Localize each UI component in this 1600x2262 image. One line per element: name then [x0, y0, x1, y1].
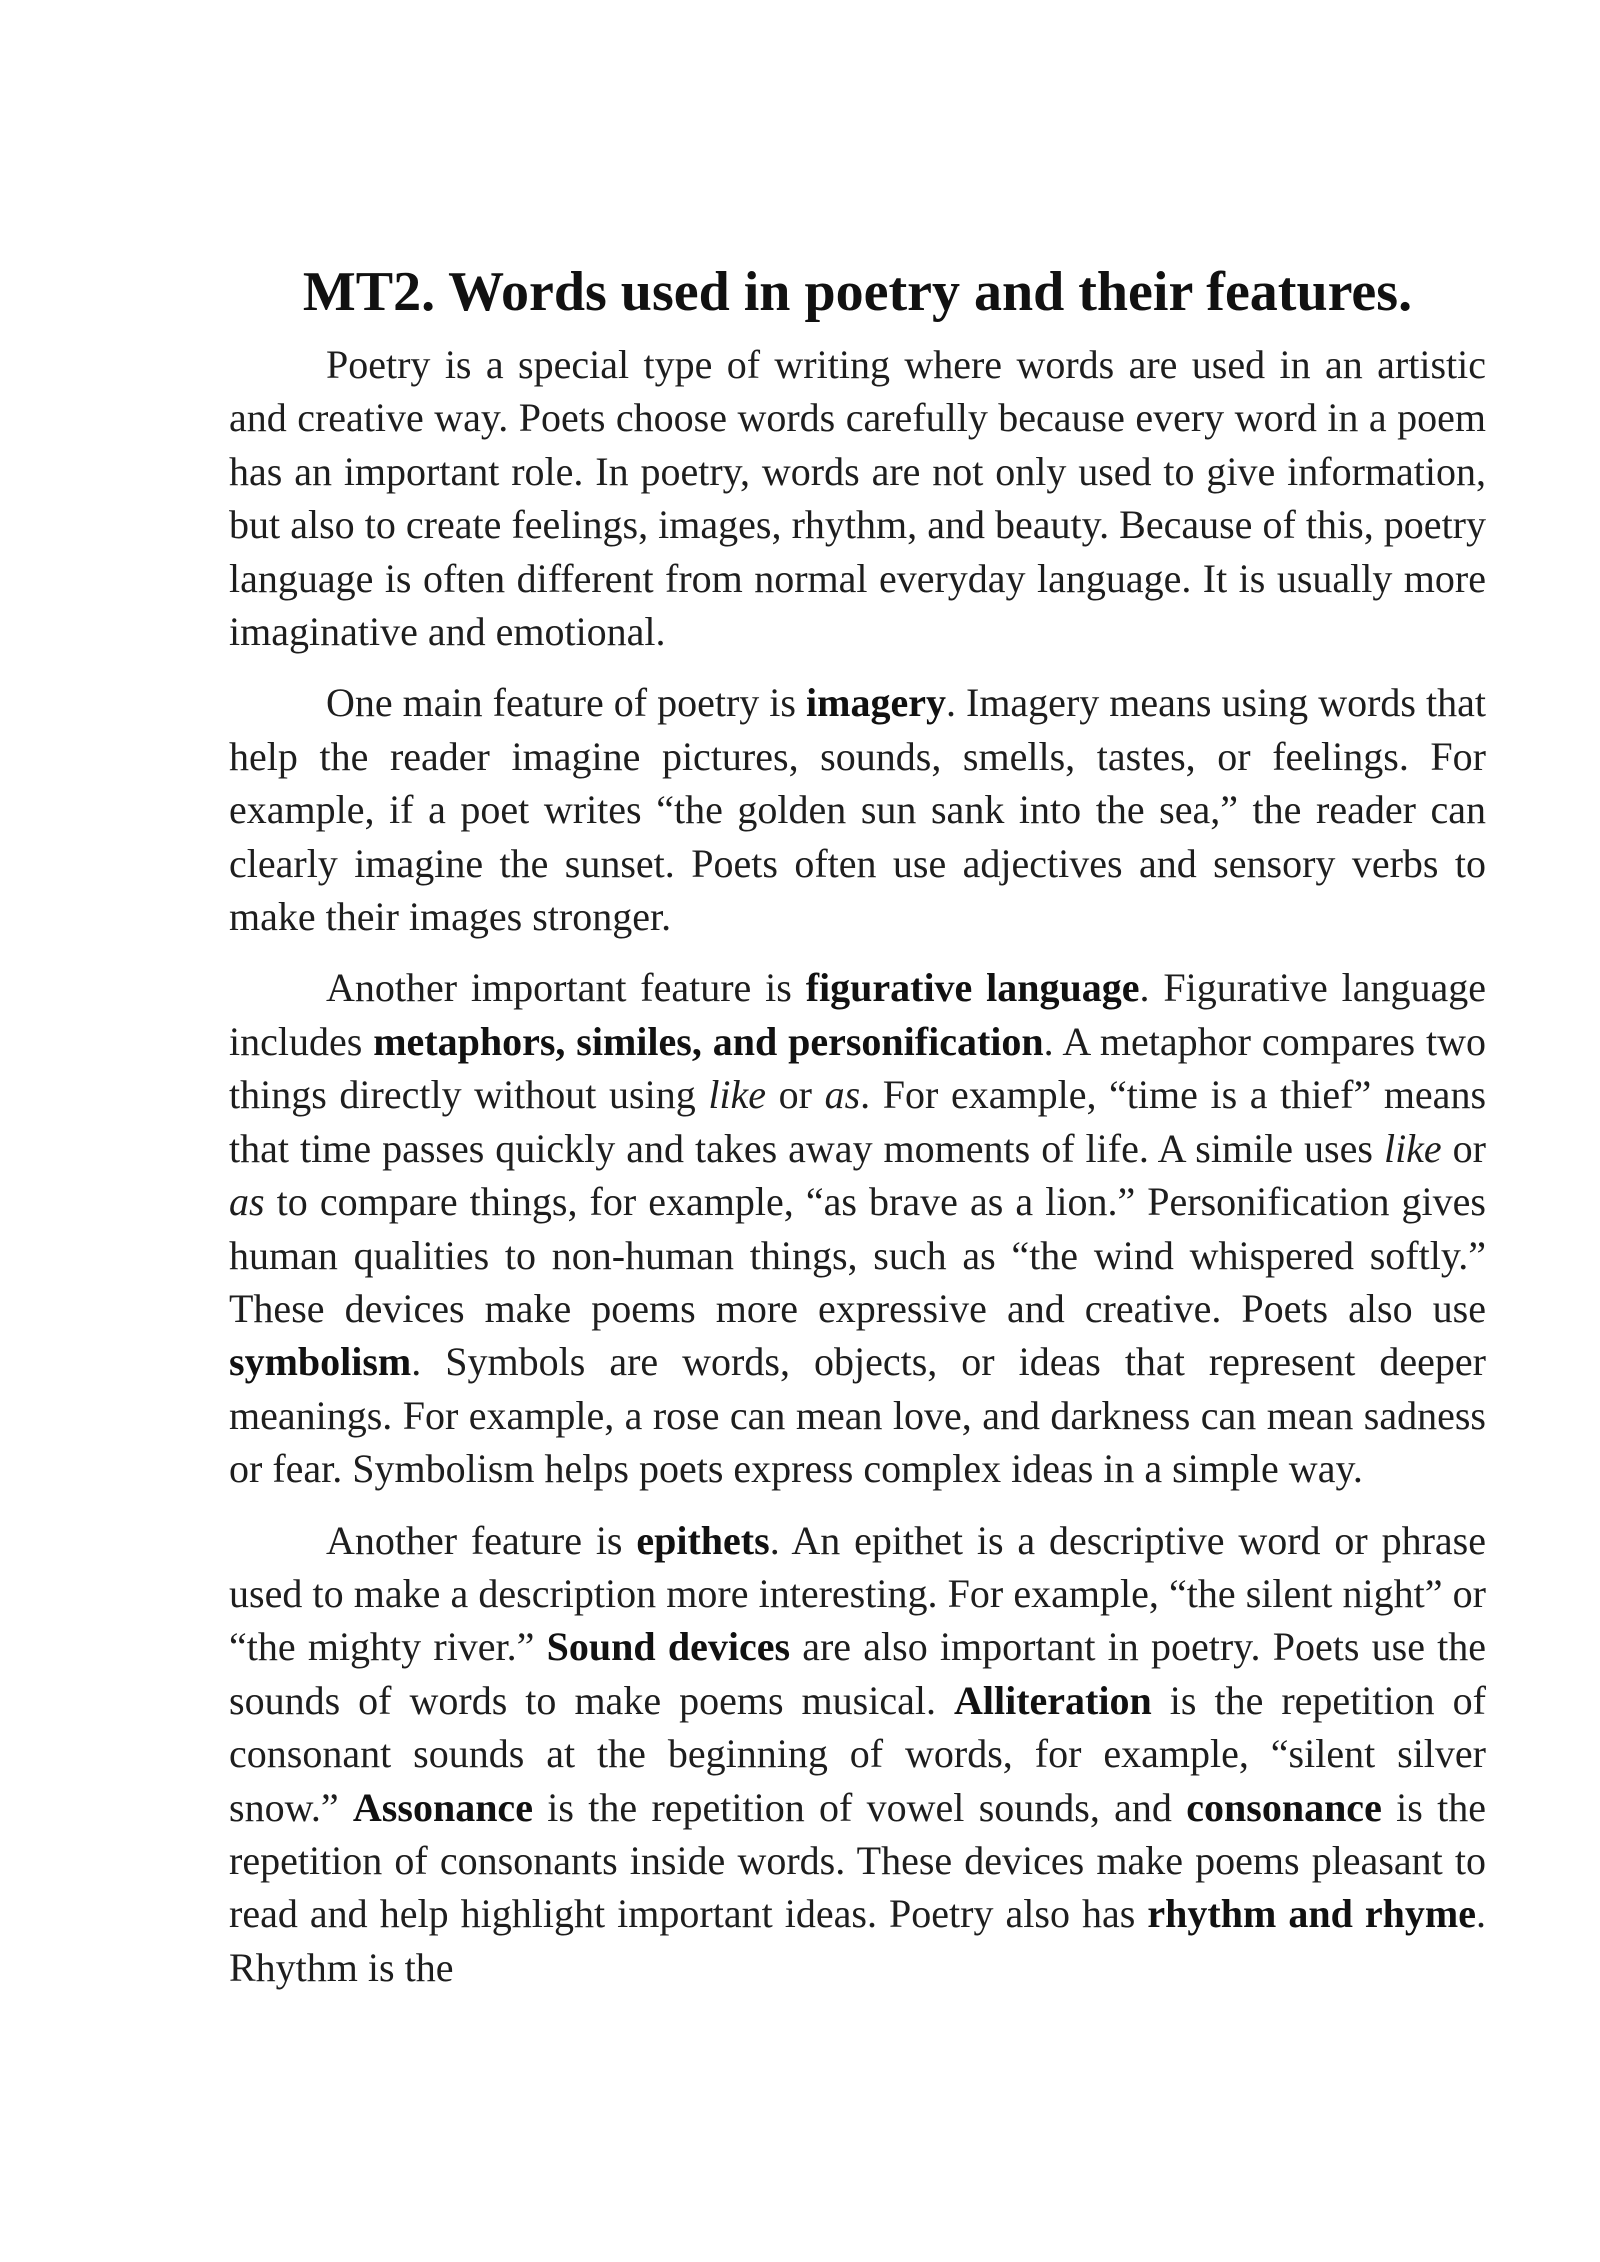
bold-term: Assonance — [352, 1784, 533, 1830]
text-run: are also important in poetry. Poets use the sounds of words to make poems musical. — [229, 1624, 1487, 1723]
italic-word: as — [229, 1179, 265, 1225]
paragraph-2 — [229, 676, 1486, 943]
text-run: . Rhythm is the — [229, 1891, 1486, 1990]
text-run: . For example, “time is a thief” means that time passes quickly and takes away moments of life. A simile uses — [229, 1072, 1487, 1171]
bold-term: Sound devices — [546, 1624, 791, 1670]
bold-term: epithets — [636, 1517, 770, 1563]
bold-term: rhythm and rhyme — [1147, 1891, 1476, 1937]
text-run: is the repetition of consonants inside words. These devices make poems pleasant to read and help highlight important ideas. Poetry also has — [229, 1784, 1486, 1937]
text-run: Poetry is a special type of writing where words are used in an artistic and creative way. Poets choose words carefully because every word in a poem has an important role. In poetry, words are not only used to give information, but also to create feelings, images, rhythm, and beauty. Because of this, poetry language is often different from normal everyday language. It is usually more imaginative and emotional. — [229, 342, 1486, 655]
text-run: or — [766, 1072, 825, 1118]
paragraph-4 — [229, 1514, 1486, 1995]
italic-word: like — [1383, 1125, 1442, 1171]
text-run: to compare things, for example, “as brave as a lion.” Personification gives human qualities to non-human things, such as “the wind whispered softly.” These devices make poems more expressive and creative. Poets also use — [229, 1179, 1486, 1331]
italic-word: as — [824, 1072, 861, 1118]
text-run: . Symbols are words, objects, or ideas that represent deeper meanings. For example, a rose can mean love, and darkness can mean sadness or fear. Symbolism helps poets express complex ideas in a simple way. — [229, 1339, 1486, 1492]
text-run: . A metaphor compares two things directly without using — [229, 1018, 1486, 1118]
bold-term: figurative language — [805, 965, 1140, 1011]
text-run: Another important feature is — [326, 965, 806, 1011]
text-run: . Figurative language includes — [229, 965, 1486, 1064]
bold-term: symbolism — [229, 1339, 412, 1385]
bold-term: imagery — [806, 680, 946, 726]
text-run: . An epithet is a descriptive word or phrase used to make a description more interesting. For example, “the silent night” or “the mighty river.” — [229, 1517, 1486, 1670]
text-run: is the repetition of vowel sounds, and — [532, 1784, 1187, 1830]
body-text — [229, 338, 1486, 1994]
bold-term: metaphors, similes, and personification — [373, 1018, 1044, 1064]
text-run: . Imagery means using words that help the reader imagine pictures, sounds, smells, tastes, or feelings. For example, if a poet writes “the golden sun sank into the sea,” the reader can clearly imagine the sunset. Poets often use adjectives and sensory verbs to make their images stronger. — [229, 680, 1487, 940]
italic-word: like — [708, 1072, 767, 1118]
paragraph-1 — [229, 338, 1486, 658]
text-run: is the repetition of consonant sounds at the beginning of words, for example, “silent silver snow.” — [229, 1677, 1486, 1830]
bold-term: consonance — [1186, 1784, 1382, 1830]
bold-term: Alliteration — [954, 1677, 1152, 1723]
text-run: Another feature is — [326, 1517, 637, 1563]
paragraph-3 — [229, 961, 1486, 1495]
text-run: or — [1441, 1125, 1487, 1171]
page-title: MT2. Words used in poetry and their features. — [302, 261, 1413, 323]
text-run: One main feature of poetry is — [326, 680, 807, 726]
document-page — [229, 0, 1486, 1994]
